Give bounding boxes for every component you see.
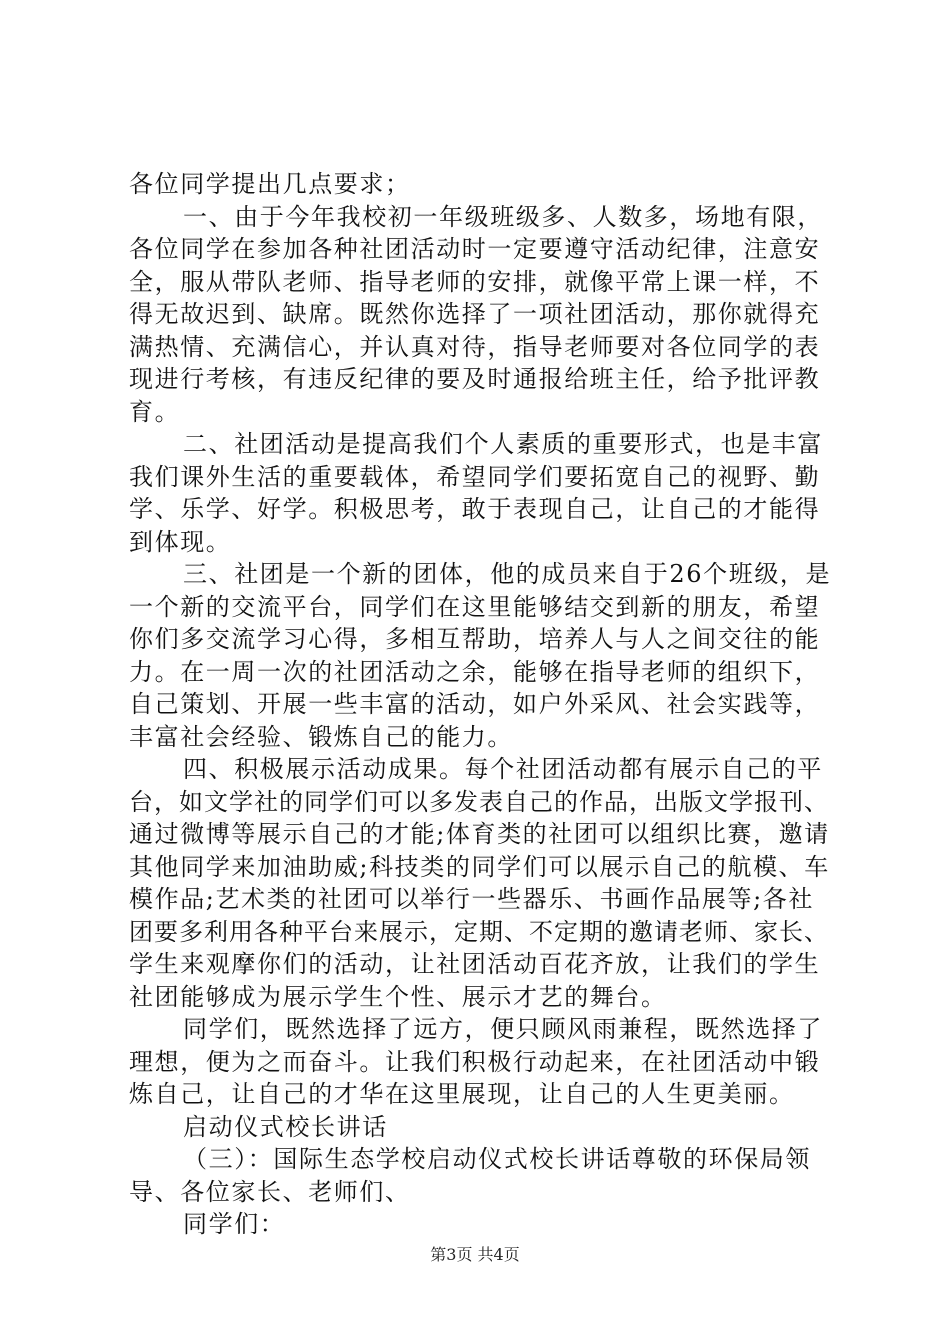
text-line: 到体现。 bbox=[129, 527, 232, 556]
text-line: 启动仪式校长讲话 bbox=[183, 1112, 388, 1141]
text-line: 你们多交流学习心得，多相互帮助，培养人与人之间交往的能 bbox=[129, 625, 821, 653]
text-line: 其他同学来加油助威;科技类的同学们可以展示自己的航模、车 bbox=[129, 852, 830, 881]
text-line: 炼自己，让自己的才华在这里展现，让自己的人生更美丽。 bbox=[129, 1080, 795, 1108]
text-line: 力。在一周一次的社团活动之余，能够在指导老师的组织下， bbox=[129, 657, 821, 686]
text-line: 丰富社会经验、锻炼自己的能力。 bbox=[129, 722, 513, 751]
text-line: 理想，便为之而奋斗。让我们积极行动起来，在社团活动中锻 bbox=[129, 1047, 821, 1076]
text-line: 同学们，既然选择了远方，便只顾风雨兼程，既然选择了 bbox=[183, 1015, 823, 1043]
text-line: 一、由于今年我校初一年级班级多、人数多，场地有限， bbox=[183, 202, 823, 231]
text-line: 我们课外生活的重要载体，希望同学们要拓宽自己的视野、勤 bbox=[129, 462, 821, 491]
text-line: 三、社团是一个新的团体，他的成员来自于26个班级，是 bbox=[183, 560, 832, 588]
text-line: 全，服从带队老师、指导老师的安排，就像平常上课一样，不 bbox=[129, 267, 821, 296]
text-line: 满热情、充满信心，并认真对待，指导老师要对各位同学的表 bbox=[129, 332, 821, 361]
text-line: 同学们： bbox=[183, 1210, 286, 1238]
text-line: 现进行考核，有违反纪律的要及时通报给班主任，给予批评教 bbox=[129, 365, 821, 393]
text-line: 社团能够成为展示学生个性、展示才艺的舞台。 bbox=[129, 982, 667, 1011]
text-line: （三）：国际生态学校启动仪式校长讲话尊敬的环保局领 bbox=[183, 1145, 811, 1173]
text-line: 各位同学在参加各种社团活动时一定要遵守活动纪律，注意安 bbox=[129, 235, 821, 263]
page-footer: 第3页 共4页 bbox=[430, 1245, 520, 1264]
text-line: 二、社团活动是提高我们个人素质的重要形式，也是丰富 bbox=[183, 430, 823, 458]
text-line: 四、积极展示活动成果。每个社团活动都有展示自己的平 bbox=[183, 755, 823, 783]
document-body bbox=[129, 168, 831, 1241]
text-line: 育。 bbox=[129, 397, 181, 426]
text-line: 学、乐学、好学。积极思考，敢于表现自己，让自己的才能得 bbox=[129, 495, 821, 523]
text-line: 台，如文学社的同学们可以多发表自己的作品，出版文学报刊、 bbox=[129, 787, 829, 816]
text-line: 自己策划、开展一些丰富的活动，如户外采风、社会实践等， bbox=[129, 690, 821, 718]
text-line: 导、各位家长、老师们、 bbox=[129, 1177, 411, 1206]
text-line: 模作品;艺术类的社团可以举行一些器乐、书画作品展等;各社 bbox=[129, 885, 814, 913]
text-line: 通过微博等展示自己的才能;体育类的社团可以组织比赛，邀请 bbox=[129, 820, 830, 848]
text-line: 各位同学提出几点要求； bbox=[129, 170, 411, 198]
text-line: 一个新的交流平台，同学们在这里能够结交到新的朋友，希望 bbox=[129, 592, 821, 621]
text-line: 得无故迟到、缺席。既然你选择了一项社团活动，那你就得充 bbox=[129, 300, 821, 328]
text-line: 团要多利用各种平台来展示，定期、不定期的邀请老师、家长、 bbox=[129, 917, 829, 946]
text-line: 学生来观摩你们的活动，让社团活动百花齐放，让我们的学生 bbox=[129, 950, 821, 978]
